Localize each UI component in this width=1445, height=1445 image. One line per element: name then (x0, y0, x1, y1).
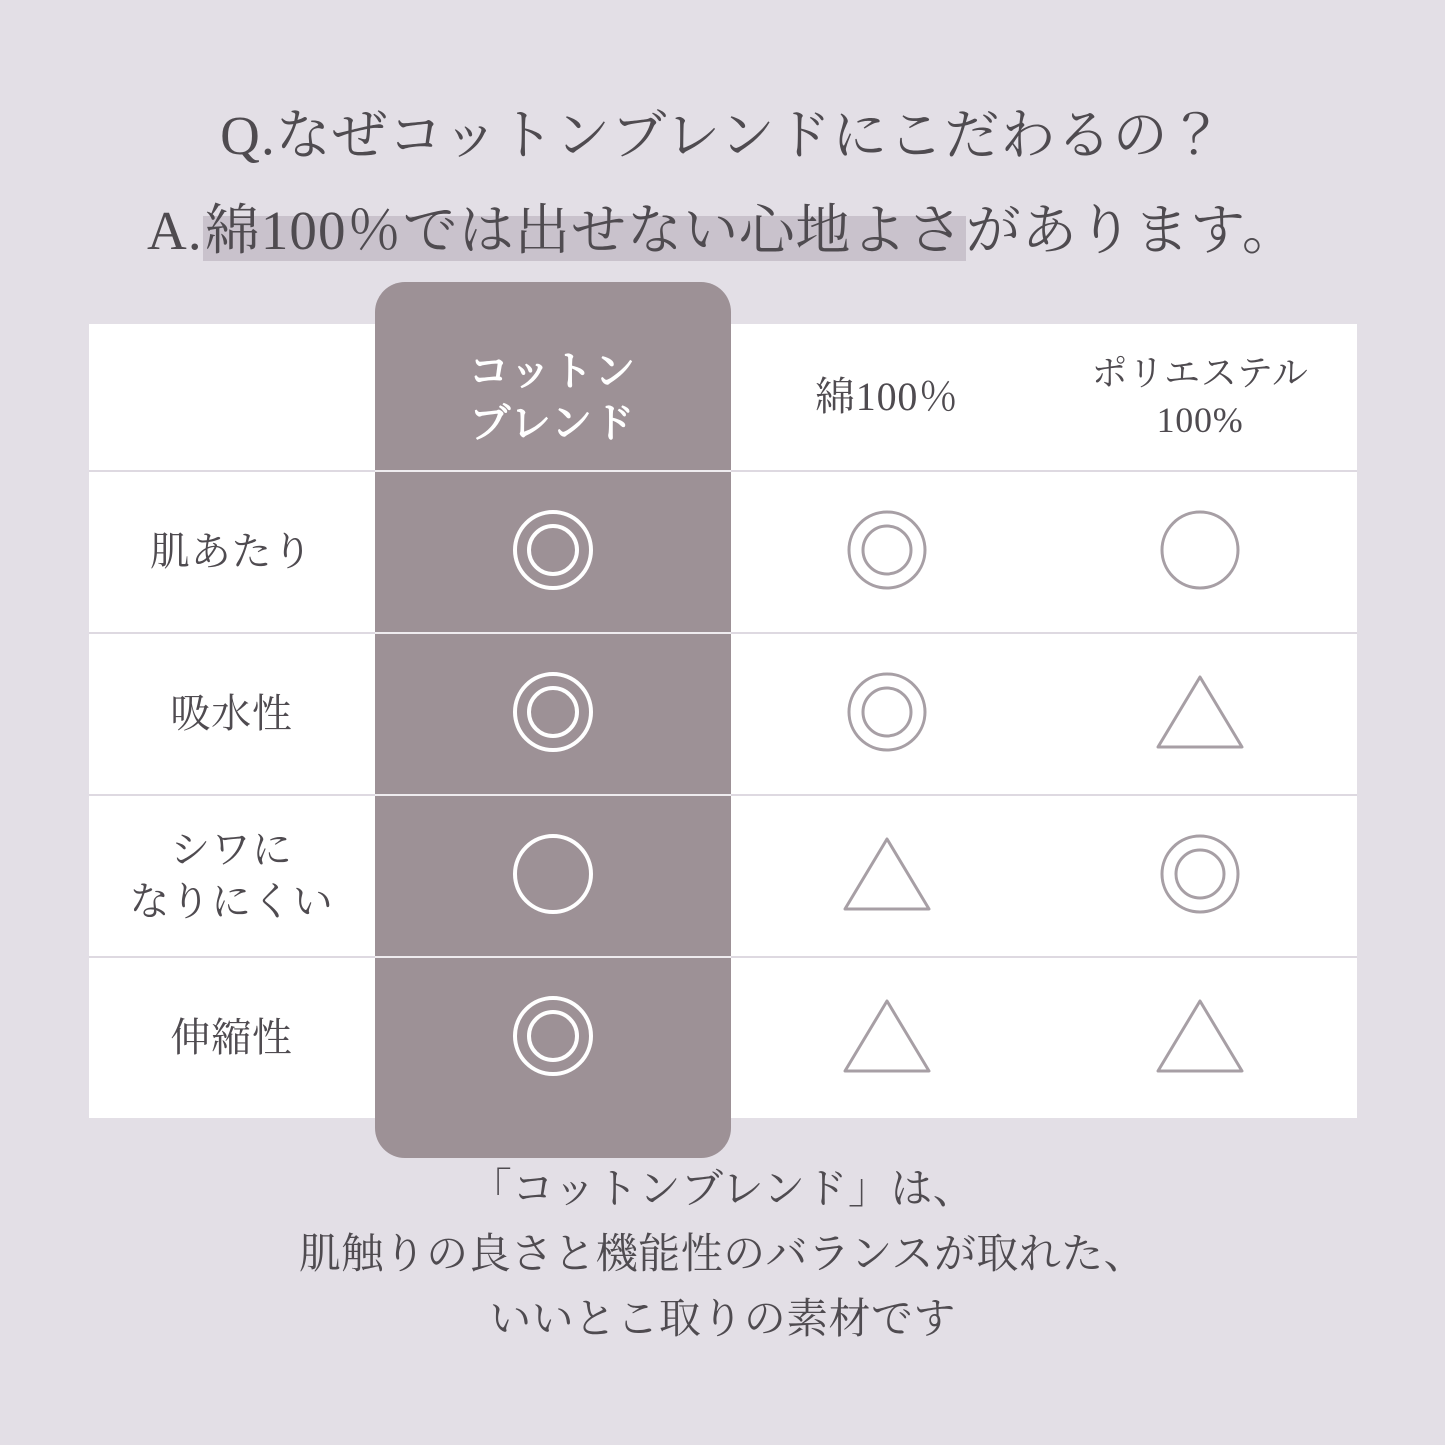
cell-polyester-skin-feel (1044, 471, 1357, 633)
header-cell-cotton100 (731, 324, 1044, 471)
table-row (89, 633, 1357, 795)
row-label-wrinkle-line2: なりにくい (129, 879, 334, 924)
row-label-wrinkle-line1: シワに (170, 827, 293, 872)
header-cotton100-label: 綿100％ (815, 374, 959, 419)
row-label-cell (89, 633, 375, 795)
header-cell-empty (89, 324, 375, 471)
row-label-skin-feel: 肌あたり (149, 529, 314, 574)
row-label-stretch: 伸縮性 (170, 1015, 293, 1060)
header-cell-polyester100 (1044, 324, 1357, 471)
row-label-cell (89, 471, 375, 633)
table-row (89, 957, 1357, 1118)
footnote-line-2: 肌触りの良さと機能性のバランスが取れた、 (298, 1232, 1147, 1279)
comparison-table (89, 324, 1357, 1118)
cell-polyester-wrinkle (1044, 795, 1357, 957)
cell-cotton100-stretch (731, 957, 1044, 1118)
double-circle-icon (510, 993, 596, 1079)
circle-icon (1157, 507, 1243, 593)
comparison-table-wrapper (89, 324, 1357, 1118)
row-label-absorbency: 吸水性 (170, 691, 293, 736)
cell-cotton100-wrinkle (731, 795, 1044, 957)
header-cell-cotton-blend (375, 324, 731, 471)
cell-polyester-stretch (1044, 957, 1357, 1118)
circle-icon (510, 831, 596, 917)
double-circle-icon (1157, 831, 1243, 917)
header-cotton-blend-line2: ブレンド (469, 400, 636, 446)
cell-blend-wrinkle (375, 795, 731, 957)
double-circle-icon (510, 669, 596, 755)
cell-blend-stretch (375, 957, 731, 1118)
footnote-block (0, 1158, 1445, 1353)
table-header-row (89, 324, 1357, 471)
header-polyester-line1: ポリエステル (1091, 353, 1309, 394)
cell-blend-skin-feel (375, 471, 731, 633)
table-row (89, 471, 1357, 633)
cell-blend-absorbency (375, 633, 731, 795)
header-polyester-line2: 100% (1156, 400, 1244, 440)
triangle-icon (1154, 995, 1246, 1077)
table-row (89, 795, 1357, 957)
heading-block (0, 0, 1445, 272)
footnote-line-1: 「コットンブレンド」は、 (469, 1167, 976, 1213)
triangle-icon (1154, 671, 1246, 753)
footnote-line-3: いいとこ取りの素材です (489, 1297, 956, 1344)
heading-answer-suffix: があります。 (965, 199, 1298, 261)
cell-polyester-absorbency (1044, 633, 1357, 795)
triangle-icon (841, 833, 933, 915)
double-circle-icon (844, 507, 930, 593)
heading-answer-prefix: A. (147, 199, 203, 261)
double-circle-icon (510, 507, 596, 593)
cell-cotton100-absorbency (731, 633, 1044, 795)
triangle-icon (841, 995, 933, 1077)
cell-cotton100-skin-feel (731, 471, 1044, 633)
double-circle-icon (844, 669, 930, 755)
heading-question: Q.なぜコットンブレンドにこだわるの？ (220, 105, 1225, 166)
row-label-cell (89, 957, 375, 1118)
header-cotton-blend-line1: コットン (468, 347, 637, 394)
row-label-cell (89, 795, 375, 957)
heading-answer (0, 190, 1445, 273)
heading-answer-highlight: 綿100％では出せない心地よさ (204, 199, 964, 261)
